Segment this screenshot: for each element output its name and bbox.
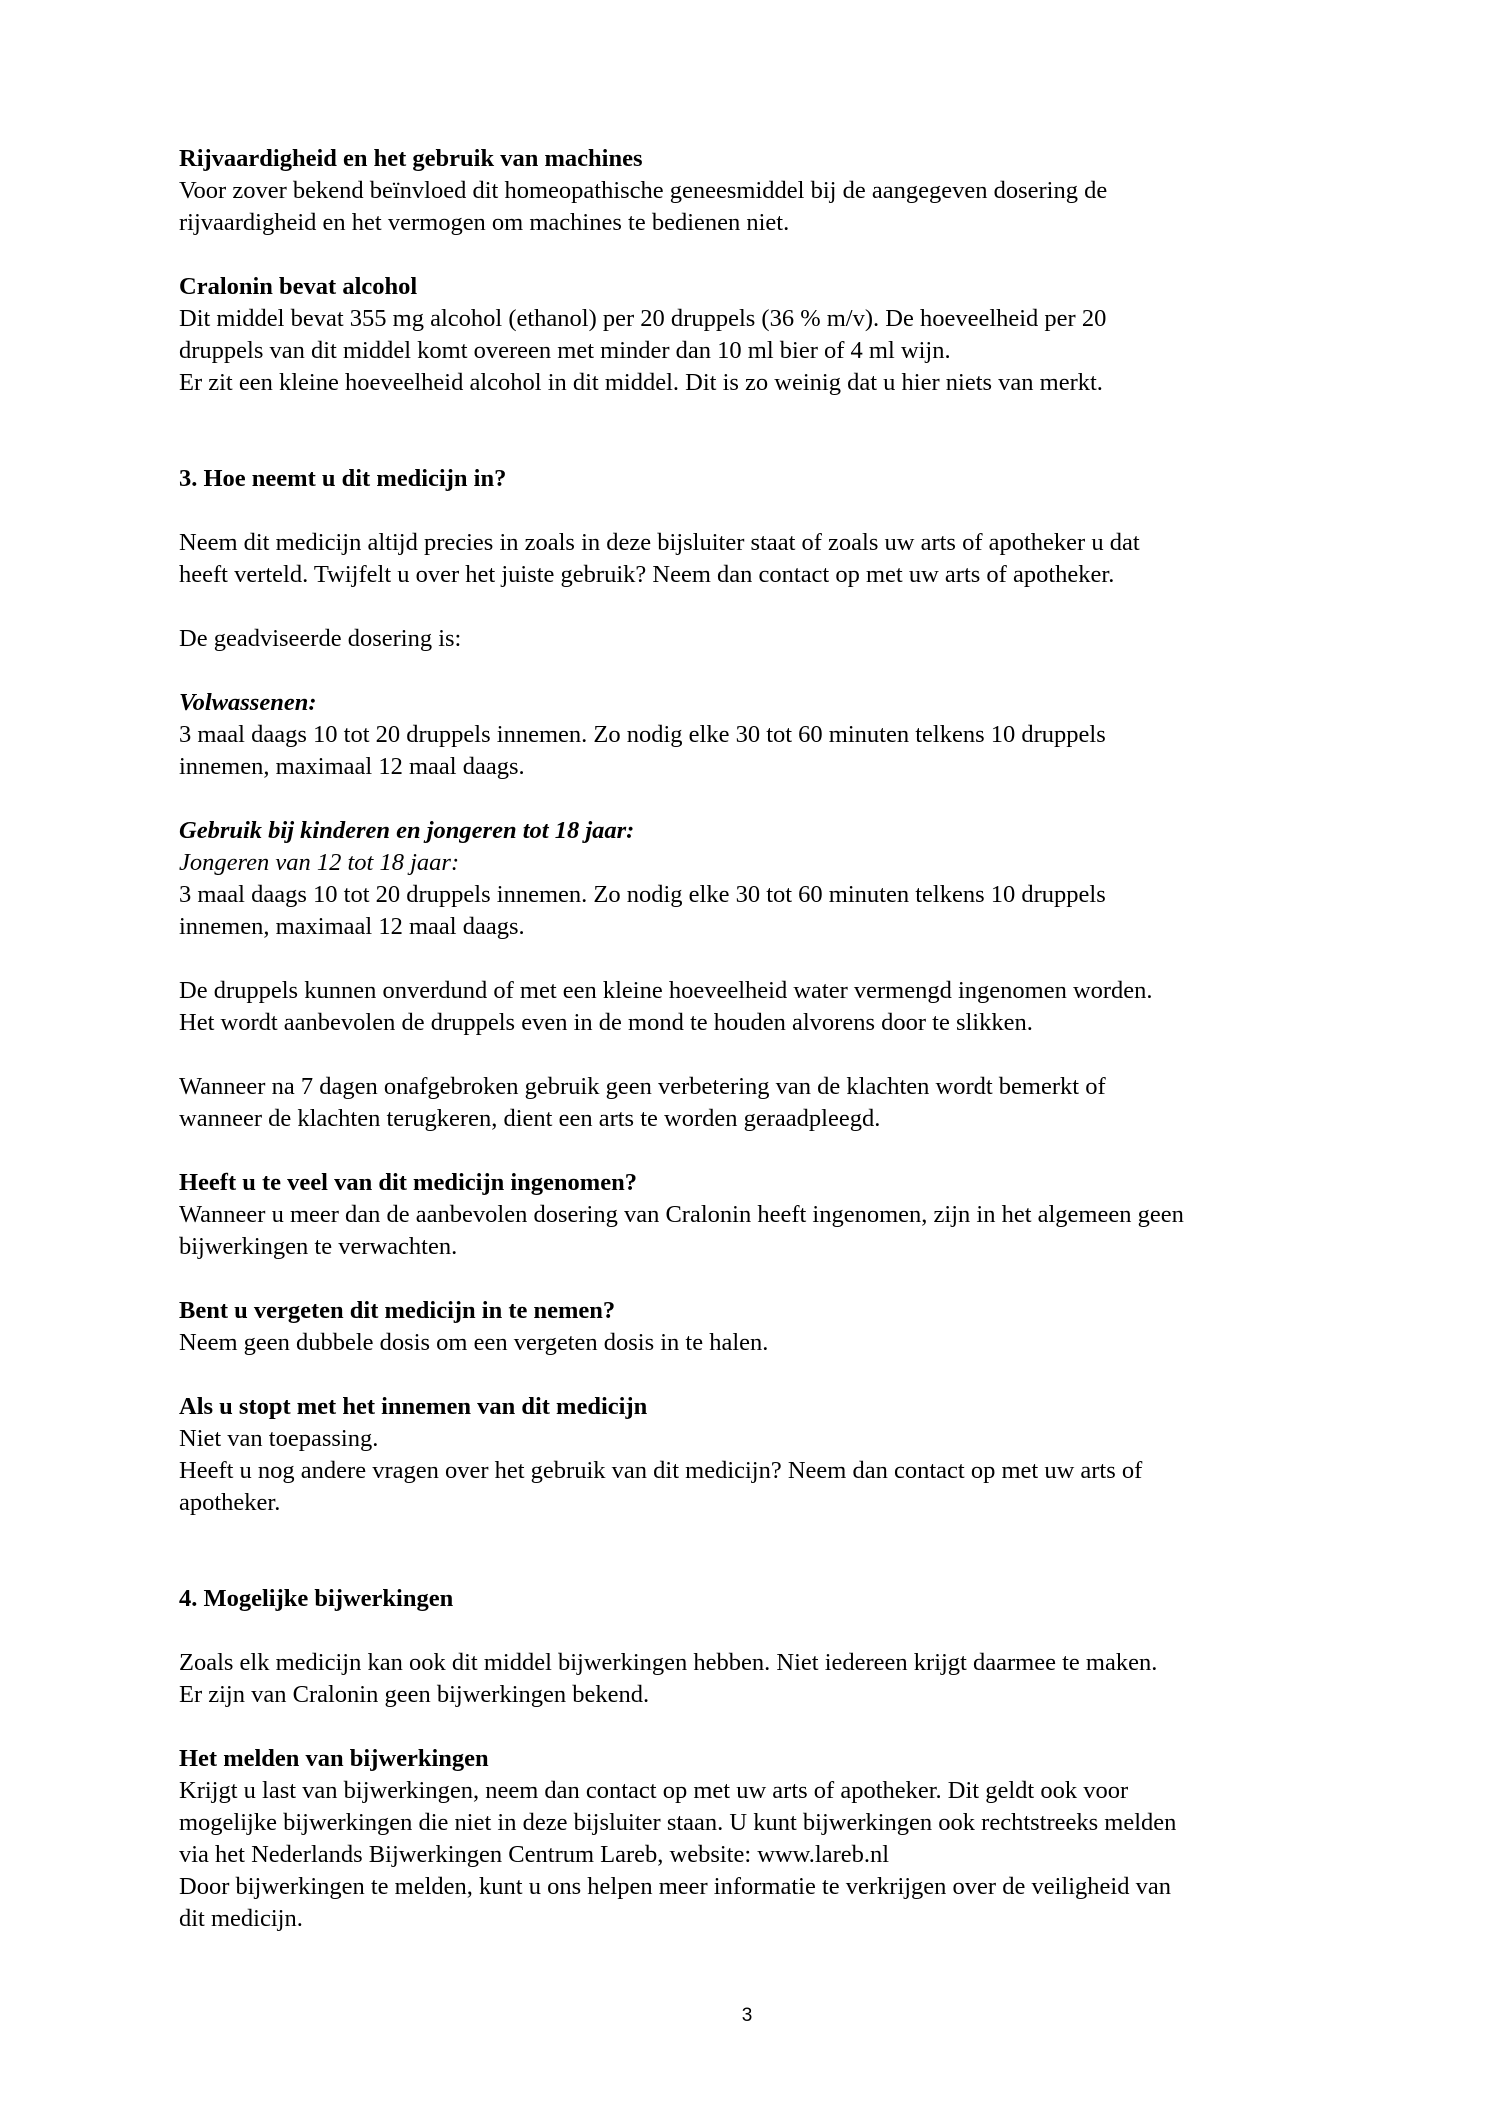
reporting-section bbox=[179, 1743, 1359, 1935]
forgotten-section bbox=[179, 1295, 1359, 1359]
paragraph-line: Door bijwerkingen te melden, kunt u ons helpen meer informatie te verkrijgen over de veiligheid van bbox=[179, 1873, 1171, 1900]
paragraph-line: Dit middel bevat 355 mg alcohol (ethanol) per 20 druppels (36 % m/v). De hoeveelheid per 20 bbox=[179, 305, 1107, 332]
paragraph-line: Neem geen dubbele dosis om een vergeten dosis in te halen. bbox=[179, 1329, 769, 1356]
stopping-heading: Als u stopt met het innemen van dit medicijn bbox=[179, 1393, 648, 1420]
paragraph-line: Het wordt aanbevolen de druppels even in de mond te houden alvorens door te slikken. bbox=[179, 1009, 1033, 1036]
paragraph-line: druppels van dit middel komt overeen met minder dan 10 ml bier of 4 ml wijn. bbox=[179, 337, 951, 364]
paragraph-line: Er zit een kleine hoeveelheid alcohol in dit middel. Dit is zo weinig dat u hier niets van merkt. bbox=[179, 369, 1103, 396]
driving-section bbox=[179, 143, 1359, 239]
document-page bbox=[179, 143, 1359, 1935]
paragraph-line: Wanneer u meer dan de aanbevolen dosering van Cralonin heeft ingenomen, zijn in het algemeen geen bbox=[179, 1201, 1184, 1228]
forgotten-heading: Bent u vergeten dit medicijn in te nemen? bbox=[179, 1297, 616, 1324]
paragraph-line: Heeft u nog andere vragen over het gebruik van dit medicijn? Neem dan contact op met uw arts of bbox=[179, 1457, 1143, 1484]
paragraph-line: mogelijke bijwerkingen die niet in deze bijsluiter staan. U kunt bijwerkingen ook rechtstreeks melden bbox=[179, 1809, 1177, 1836]
paragraph-line: Krijgt u last van bijwerkingen, neem dan contact op met uw arts of apotheker. Dit geldt ook voor bbox=[179, 1777, 1129, 1804]
paragraph-line: De druppels kunnen onverdund of met een kleine hoeveelheid water vermengd ingenomen worden. bbox=[179, 977, 1153, 1004]
section-3-heading: 3. Hoe neemt u dit medicijn in? bbox=[179, 465, 507, 492]
paragraph-line: dit medicijn. bbox=[179, 1905, 303, 1932]
paragraph-line: heeft verteld. Twijfelt u over het juiste gebruik? Neem dan contact op met uw arts of apotheker. bbox=[179, 561, 1115, 588]
paragraph-line: 3 maal daags 10 tot 20 druppels innemen. Zo nodig elke 30 tot 60 minuten telkens 10 druppels bbox=[179, 721, 1106, 748]
paragraph-line: Niet van toepassing. bbox=[179, 1425, 379, 1452]
youth-subheading: Jongeren van 12 tot 18 jaar: bbox=[179, 849, 460, 876]
section-4 bbox=[179, 1583, 1359, 1711]
overdose-section bbox=[179, 1167, 1359, 1263]
alcohol-section bbox=[179, 271, 1359, 399]
paragraph-line: innemen, maximaal 12 maal daags. bbox=[179, 913, 525, 940]
paragraph-line: Wanneer na 7 dagen onafgebroken gebruik geen verbetering van de klachten wordt bemerkt of bbox=[179, 1073, 1106, 1100]
paragraph-line: innemen, maximaal 12 maal daags. bbox=[179, 753, 525, 780]
page-number: 3 bbox=[741, 2005, 753, 2026]
adults-heading: Volwassenen: bbox=[179, 689, 317, 716]
overdose-heading: Heeft u te veel van dit medicijn ingenomen? bbox=[179, 1169, 637, 1196]
reporting-heading: Het melden van bijwerkingen bbox=[179, 1745, 489, 1772]
alcohol-heading: Cralonin bevat alcohol bbox=[179, 273, 418, 300]
paragraph-line: rijvaardigheid en het vermogen om machines te bedienen niet. bbox=[179, 209, 790, 236]
paragraph-line: Zoals elk medicijn kan ook dit middel bijwerkingen hebben. Niet iedereen krijgt daarmee te maken. bbox=[179, 1649, 1158, 1676]
section-3 bbox=[179, 463, 1359, 1135]
driving-heading: Rijvaardigheid en het gebruik van machines bbox=[179, 145, 643, 172]
paragraph-line: via het Nederlands Bijwerkingen Centrum Lareb, website: www.lareb.nl bbox=[179, 1841, 890, 1868]
section-4-heading: 4. Mogelijke bijwerkingen bbox=[179, 1585, 454, 1612]
paragraph-line: apotheker. bbox=[179, 1489, 281, 1516]
paragraph-line: 3 maal daags 10 tot 20 druppels innemen. Zo nodig elke 30 tot 60 minuten telkens 10 druppels bbox=[179, 881, 1106, 908]
paragraph-line: Voor zover bekend beïnvloed dit homeopathische geneesmiddel bij de aangegeven dosering de bbox=[179, 177, 1108, 204]
paragraph-line: wanneer de klachten terugkeren, dient een arts te worden geraadpleegd. bbox=[179, 1105, 881, 1132]
stopping-section bbox=[179, 1391, 1359, 1519]
children-heading: Gebruik bij kinderen en jongeren tot 18 jaar: bbox=[179, 817, 635, 844]
paragraph-line: Er zijn van Cralonin geen bijwerkingen bekend. bbox=[179, 1681, 650, 1708]
paragraph-line: bijwerkingen te verwachten. bbox=[179, 1233, 458, 1260]
paragraph-line: Neem dit medicijn altijd precies in zoals in deze bijsluiter staat of zoals uw arts of apotheker u dat bbox=[179, 529, 1140, 556]
dosage-intro: De geadviseerde dosering is: bbox=[179, 625, 462, 652]
